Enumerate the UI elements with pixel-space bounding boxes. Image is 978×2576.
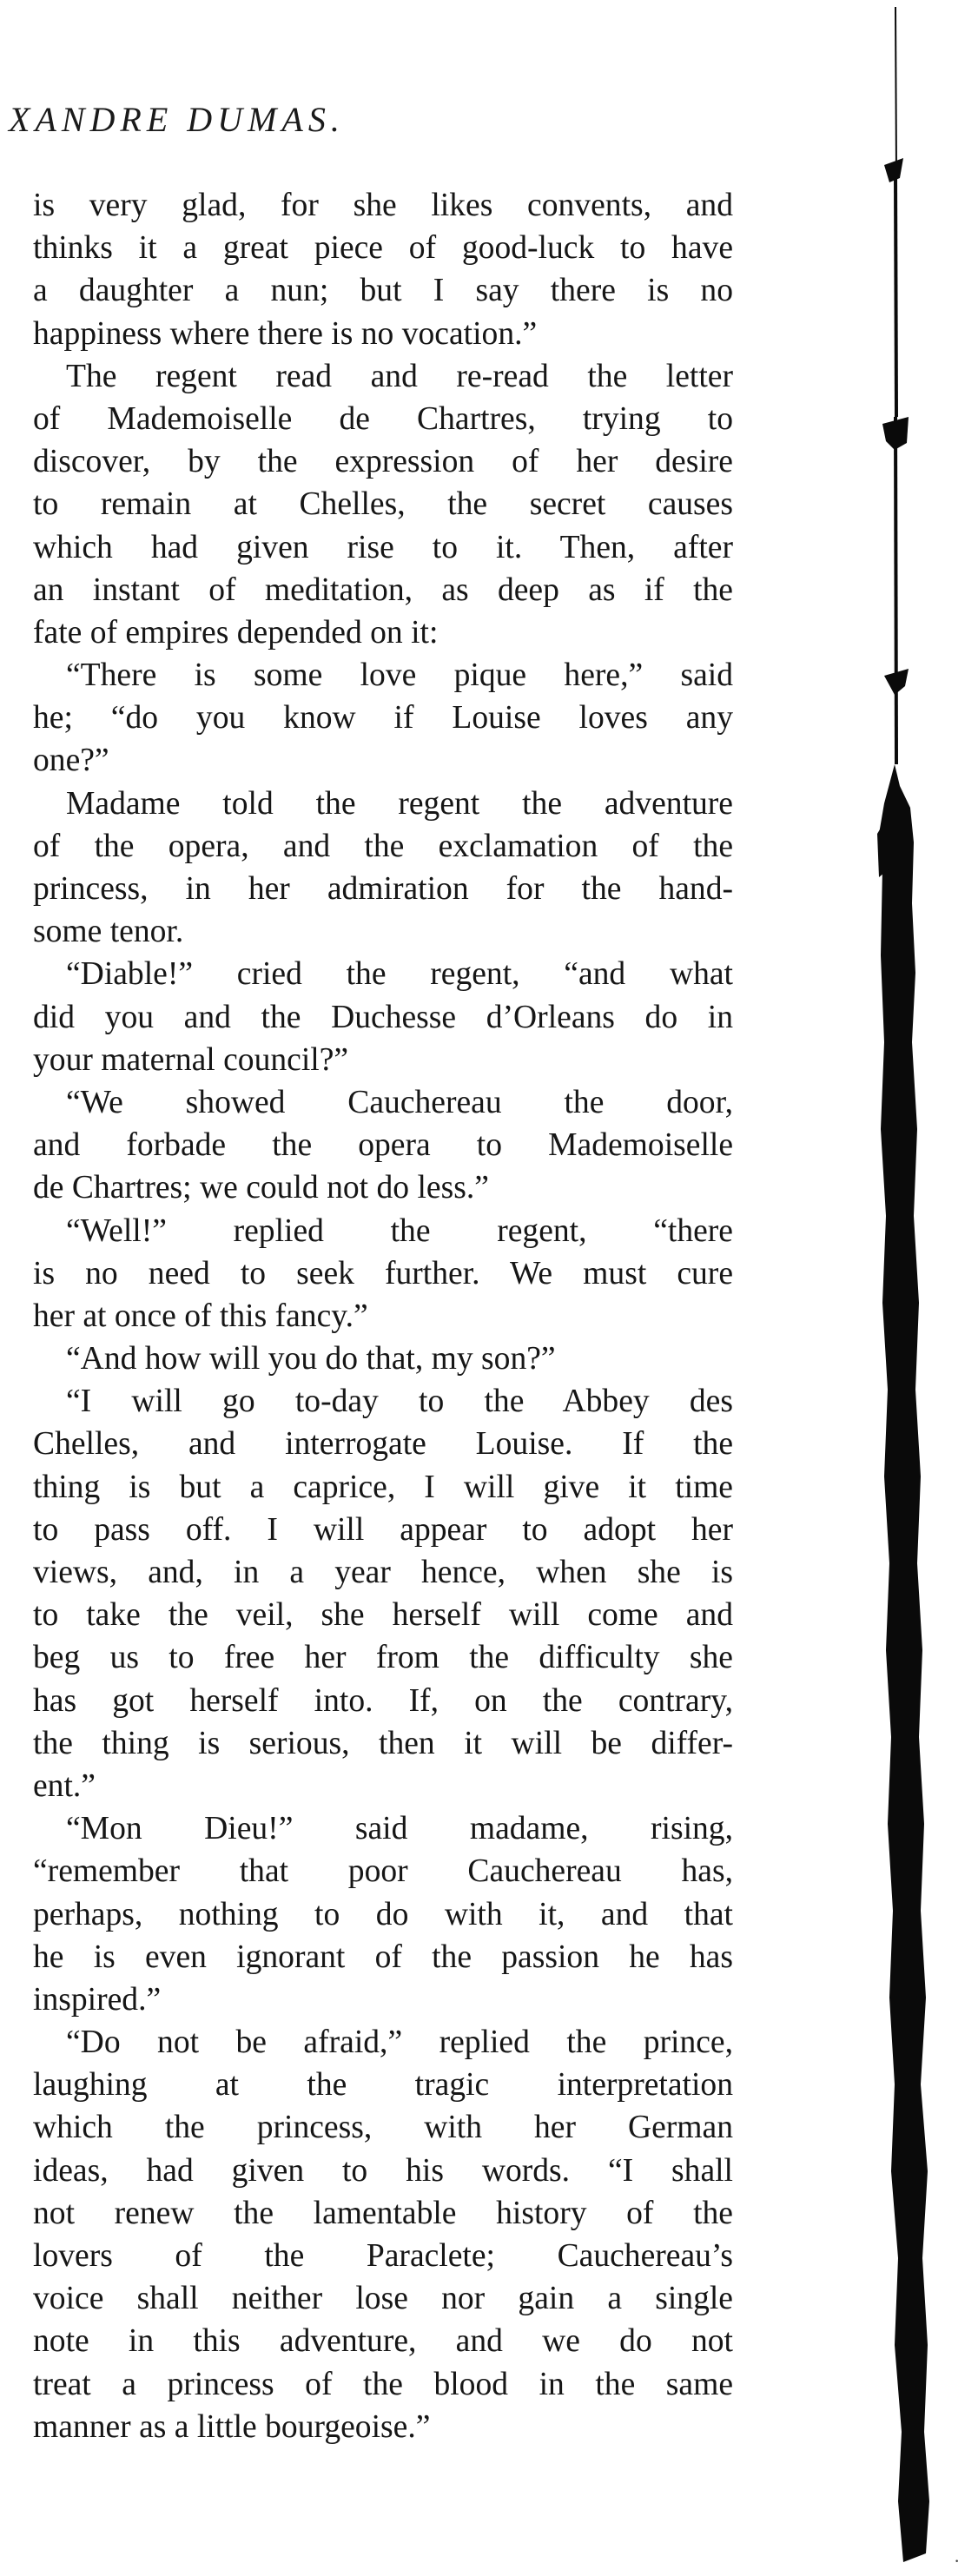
text-line: thinks it a great piece of good-luck to have <box>33 230 733 267</box>
text-line: has got herself into. If, on the contrary, <box>33 1682 733 1719</box>
text-line: note in this adventure, and we do not <box>33 2323 733 2360</box>
text-line: and forbade the opera to Mademoiselle <box>33 1127 733 1164</box>
text-line: de Chartres; we could not do less.” <box>33 1170 489 1206</box>
text-line: princess, in her admiration for the hand- <box>33 871 733 907</box>
text-line: is very glad, for she likes convents, and <box>33 188 733 223</box>
text-line: “Do not be afraid,” replied the prince, <box>66 2024 733 2061</box>
binding-shadow-flare <box>877 816 889 877</box>
text-line: “Well!” replied the regent, “there <box>66 1212 733 1249</box>
running-head: XANDRE DUMAS. <box>9 100 345 139</box>
text-line: your maternal council?” <box>33 1041 349 1078</box>
text-line: of Mademoiselle de Chartres, trying to <box>33 400 733 437</box>
text-line: “I will go to-day to the Abbey des <box>66 1384 733 1420</box>
text-line: “There is some love pique here,” said <box>66 657 733 694</box>
text-line: treat a princess of the blood in the same <box>33 2366 733 2402</box>
text-line: happiness where there is no vocation.” <box>33 315 538 352</box>
binding-shadow <box>879 764 929 2562</box>
text-line: ideas, had given to his words. “I shall <box>33 2152 733 2189</box>
text-line: Madame told the regent the adventure <box>66 785 733 822</box>
text-line: which had given rise to it. Then, after <box>33 529 733 565</box>
text-line: a daughter a nun; but I say there is no <box>33 273 733 309</box>
text-line: The regent read and re-read the letter <box>66 358 733 394</box>
text-line: voice shall neither lose nor gain a single <box>33 2281 733 2317</box>
gutter-line-lower <box>894 417 898 764</box>
text-line: discover, by the expression of her desire <box>33 444 733 480</box>
text-line: to pass off. I will appear to adopt her <box>33 1511 733 1548</box>
text-line: which the princess, with her German <box>33 2110 733 2146</box>
text-column <box>33 184 733 2448</box>
text-line: an instant of meditation, as deep as if the <box>33 571 733 608</box>
text-line: is no need to seek further. We must cure <box>33 1255 733 1291</box>
text-line: some tenor. <box>33 914 184 950</box>
gutter-line-mid <box>894 174 898 417</box>
text-line: “And how will you do that, my son?” <box>66 1341 556 1377</box>
text-line: her at once of this fancy.” <box>33 1298 368 1334</box>
text-line: of the opera, and the exclamation of the <box>33 828 733 864</box>
text-line: the thing is serious, then it will be differ- <box>33 1725 733 1761</box>
text-line: thing is but a caprice, I will give it time <box>33 1469 733 1505</box>
text-line: to remain at Chelles, the secret causes <box>33 486 733 523</box>
text-line: “We showed Cauchereau the door, <box>66 1084 733 1120</box>
text-line: ent.” <box>33 1767 96 1804</box>
text-line: he is even ignorant of the passion he has <box>33 1939 733 1975</box>
text-line: manner as a little bourgeoise.” <box>33 2408 431 2445</box>
text-line: “Diable!” cried the regent, “and what <box>66 956 733 993</box>
gutter-notch-2 <box>882 417 909 450</box>
gutter-notch-1 <box>884 158 903 182</box>
text-line: did you and the Duchesse d’Orleans do in <box>33 999 733 1035</box>
text-line: Chelles, and interrogate Louise. If the <box>33 1426 733 1463</box>
text-line: laughing at the tragic interpretation <box>33 2067 733 2104</box>
text-line: not renew the lamentable history of the <box>33 2195 733 2231</box>
text-line: “remember that poor Cauchereau has, <box>33 1853 733 1890</box>
text-line: inspired.” <box>33 1981 162 2018</box>
text-line: perhaps, nothing to do with it, and that <box>33 1896 733 1932</box>
text-line: he; “do you know if Louise loves any <box>33 700 733 736</box>
gutter-line-upper <box>895 7 897 174</box>
text-line: “Mon Dieu!” said madame, rising, <box>66 1811 733 1847</box>
text-line: views, and, in a year hence, when she is <box>33 1555 733 1590</box>
text-line: fate of empires depended on it: <box>33 614 439 651</box>
page-corner-mark: · <box>954 2550 961 2572</box>
text-line: beg us to free her from the difficulty she <box>33 1640 733 1676</box>
text-line: lovers of the Paraclete; Cauchereau’s <box>33 2238 733 2274</box>
text-line: one?” <box>33 743 109 779</box>
text-line: to take the veil, she herself will come and <box>33 1597 733 1634</box>
gutter-notch-3 <box>884 669 909 695</box>
